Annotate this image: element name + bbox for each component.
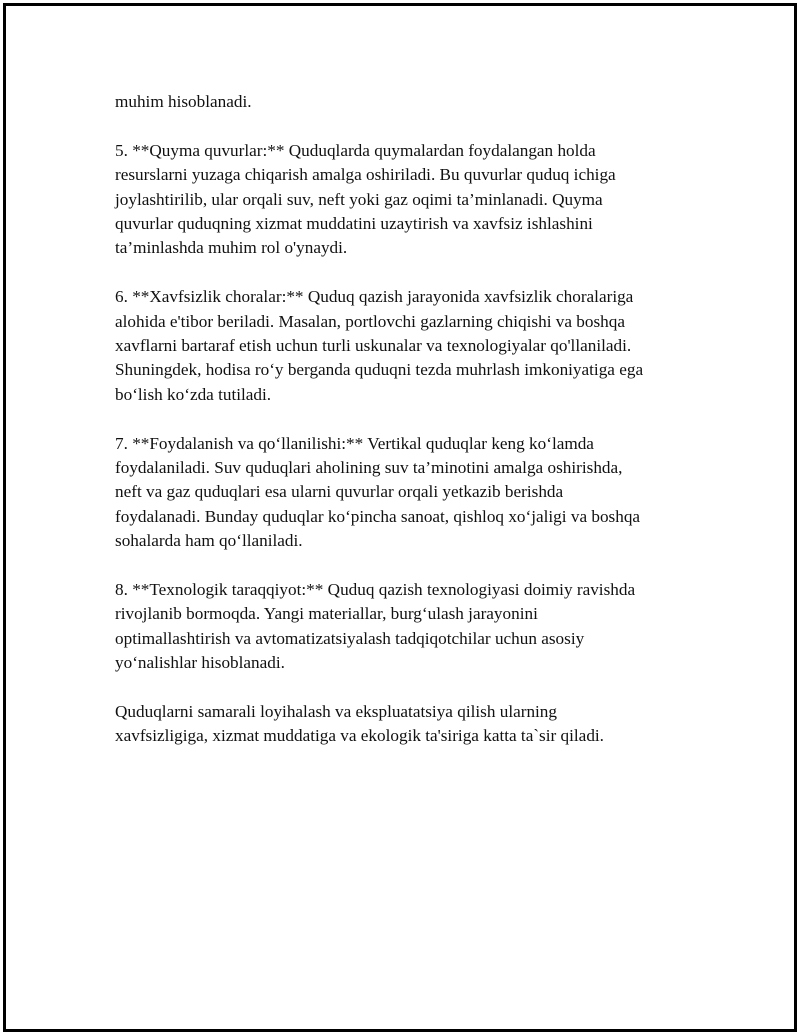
paragraph-intro-continuation: muhim hisoblanadi. [115,92,252,111]
paragraph-conclusion: Quduqlarni samarali loyihalash va ekspluatatsiya qilish ularning xavfsizligiga, xizmat muddatiga va ekologik ta'siriga katta ta`sir qiladi. [115,702,604,746]
paragraph-foydalanish: 7. **Foydalanish va qo‘llanilishi:** Vertikal quduqlar keng ko‘lamda foydalaniladi. Suv quduqlari aholining suv ta’minotini amalga oshirishda, neft va gaz quduqlari esa ularni quvurlar orqali yetkazib berishda foydalanadi. Bunday quduqlar ko‘pincha sanoat, qishloq xo‘jaligi va boshqa sohalarda ham qo‘llaniladi. [115,433,641,551]
paragraph-quyma-quvurlar: 5. **Quyma quvurlar:** Quduqlarda quymalardan foydalangan holda resurslarni yuzaga chiqarish amalga oshiriladi. Bu quvurlar quduq ichiga joylashtirilib, ular orqali suv, neft yoki gaz oqimi ta’minlanadi. Quyma quvurlar quduqning xizmat muddatini uzaytirish va xavfsiz ishlashini ta’minlashda muhim rol o'ynaydi. [115,140,616,258]
paragraph-texnologik-taraqqiyot: 8. **Texnologik taraqqiyot:** Quduq qazish texnologiyasi doimiy ravishda rivojlanib bormoqda. Yangi materiallar, burg‘ulash jarayonini optimallashtirish va avtomatizatsiyalash tadqiqotchilar uchun asosiy yo‘nalishlar hisoblanadi. [115,580,636,673]
paragraph-xavfsizlik-choralar: 6. **Xavfsizlik choralar:** Quduq qazish jarayonida xavfsizlik choralariga alohida e'tibor beriladi. Masalan, portlovchi gazlarning chiqishi va boshqa xavflarni bartaraf etish uchun turli uskunalar va texnologiyalar qo'llaniladi. Shuningdek, hodisa ro‘y berganda quduqni tezda muhrlash imkoniyatiga ega bo‘lish ko‘zda tutiladi. [115,287,644,404]
document-body [115,90,715,773]
